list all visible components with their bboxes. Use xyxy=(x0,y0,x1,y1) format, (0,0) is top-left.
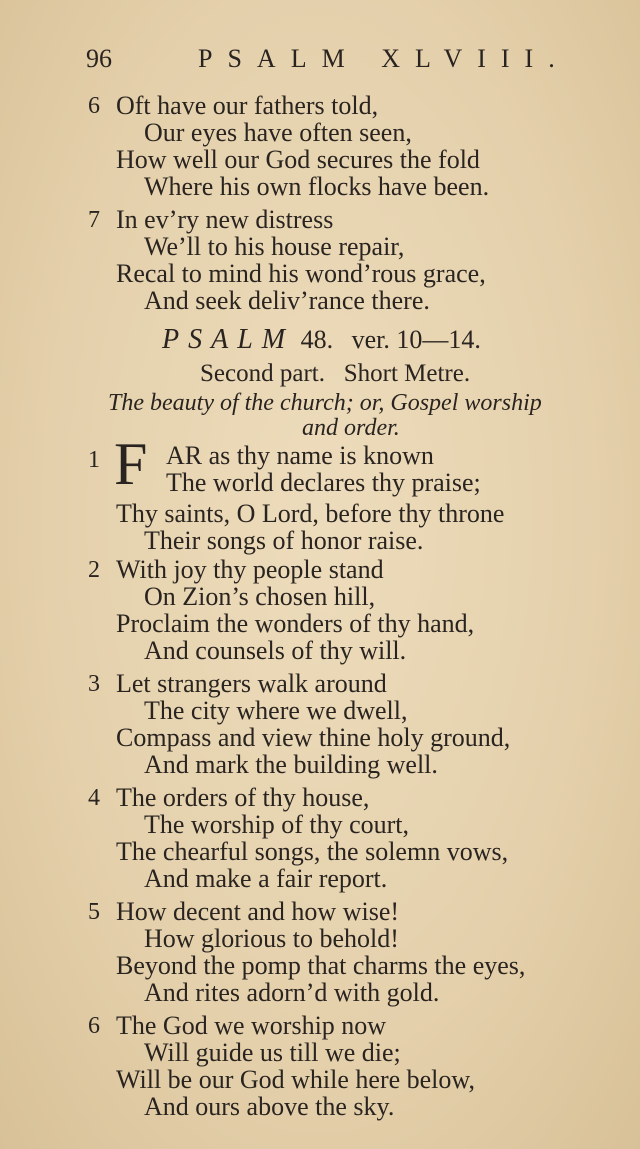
verse-line: Recal to mind his wond’rous grace, xyxy=(116,259,486,288)
stanza-number: 1 xyxy=(88,447,100,473)
subheading: Second part. Short Metre. xyxy=(200,360,471,387)
verse-line: How glorious to behold! xyxy=(144,924,399,953)
verse-line: And make a fair report. xyxy=(144,864,388,893)
verse-line: And seek deliv’rance there. xyxy=(144,286,430,315)
verse-line: Our eyes have often seen, xyxy=(144,118,412,147)
verse-line: Beyond the pomp that charms the eyes, xyxy=(116,951,526,980)
verse-line: The God we worship now xyxy=(116,1011,387,1040)
verse-line: The world declares thy praise; xyxy=(166,468,481,497)
drop-cap: F xyxy=(114,431,148,497)
verse-line: On Zion’s chosen hill, xyxy=(144,582,376,611)
verse-line: Thy saints, O Lord, before thy throne xyxy=(116,499,505,528)
verse-range: ver. 10—14. xyxy=(351,325,481,354)
stanza-number: 7 xyxy=(88,207,100,233)
verse-line: We’ll to his house repair, xyxy=(144,232,405,261)
verse-line: The orders of thy house, xyxy=(116,783,370,812)
psalm-word: PSALM xyxy=(162,324,295,355)
verse-line: Where his own flocks have been. xyxy=(144,172,490,201)
verse-line: Oft have our fathers told, xyxy=(116,91,379,120)
verse-line: In ev’ry new distress xyxy=(116,205,334,234)
verse-line: Their songs of honor raise. xyxy=(144,526,424,555)
verse-line: And counsels of thy will. xyxy=(144,636,407,665)
verse-line: And ours above the sky. xyxy=(144,1092,395,1121)
theme-line-1: The beauty of the church; or, Gospel worship xyxy=(108,390,542,416)
verse-line: And mark the building well. xyxy=(144,750,438,779)
verse-line: Will be our God while here below, xyxy=(116,1065,475,1094)
psalm-heading xyxy=(162,324,481,356)
stanza-number: 2 xyxy=(88,557,100,583)
psalm-number: 48. xyxy=(300,325,334,354)
verse-line: How well our God secures the fold xyxy=(116,145,480,174)
verse-line: How decent and how wise! xyxy=(116,897,400,926)
verse-line: And rites adorn’d with gold. xyxy=(144,978,440,1007)
verse-line: Compass and view thine holy ground, xyxy=(116,723,511,752)
stanza-number: 6 xyxy=(88,93,100,119)
verse-line: With joy thy people stand xyxy=(116,555,384,584)
theme-line-2: and order. xyxy=(302,415,400,441)
stanza-number: 5 xyxy=(88,899,100,925)
verse-line: The chearful songs, the solemn vows, xyxy=(116,837,509,866)
verse-line: AR as thy name is known xyxy=(166,441,434,470)
stanza-number: 4 xyxy=(88,785,100,811)
stanza-number: 6 xyxy=(88,1013,100,1039)
verse-line: The city where we dwell, xyxy=(144,696,408,725)
verse-line: The worship of thy court, xyxy=(144,810,410,839)
verse-line: Proclaim the wonders of thy hand, xyxy=(116,609,475,638)
page-number: 96 xyxy=(86,44,112,73)
stanza-number: 3 xyxy=(88,671,100,697)
verse-line: Will guide us till we die; xyxy=(144,1038,401,1067)
running-title: PSALM XLVIII. xyxy=(198,44,570,73)
verse-line: Let strangers walk around xyxy=(116,669,387,698)
